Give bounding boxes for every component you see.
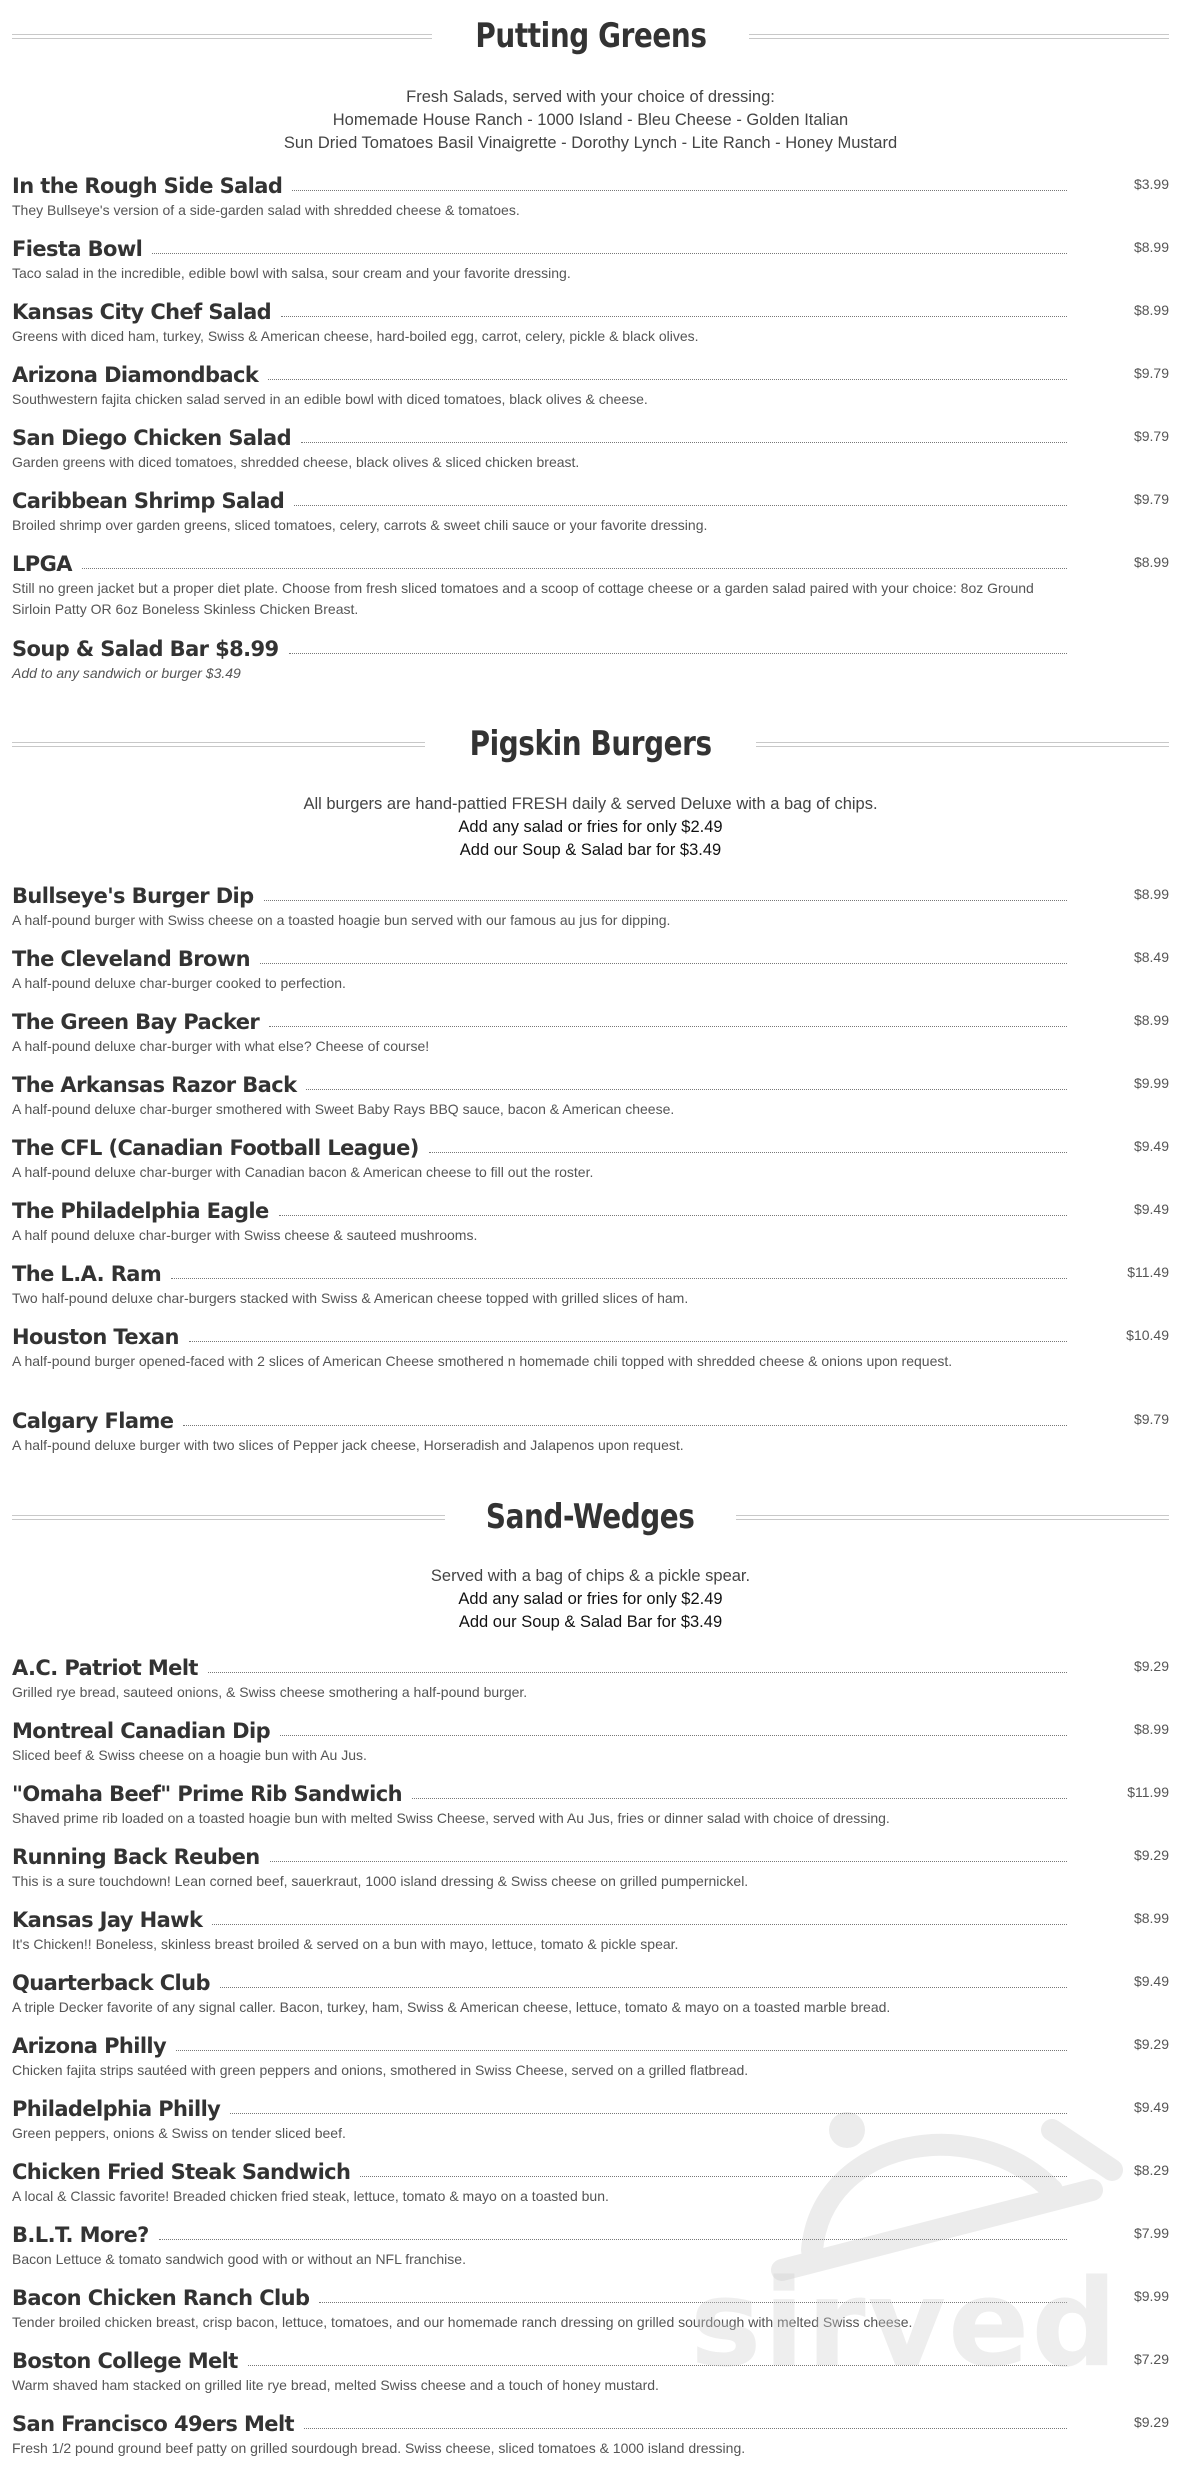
dotted-leader <box>306 1089 1067 1090</box>
intro-line: Fresh Salads, served with your choice of dressing: <box>406 88 775 106</box>
menu-item <box>12 1715 1169 1766</box>
item-price: $8.99 <box>1133 886 1169 902</box>
item-price: $11.99 <box>1127 1784 1169 1800</box>
item-name: Caribbean Shrimp Salad <box>12 489 285 513</box>
dotted-leader <box>429 1152 1067 1153</box>
header-rule-right <box>756 742 1169 747</box>
item-name: Arizona Diamondback <box>12 363 259 387</box>
menu-item <box>12 1069 1169 1120</box>
item-price: $10.49 <box>1126 1327 1169 1343</box>
item-name: "Omaha Beef" Prime Rib Sandwich <box>12 1782 402 1806</box>
menu-item <box>12 1195 1169 1246</box>
intro-line: Served with a bag of chips & a pickle spear. <box>430 1567 751 1585</box>
item-name: The CFL (Canadian Football League) <box>12 1136 419 1160</box>
menu-item <box>12 233 1169 284</box>
item-price: $9.79 <box>1133 428 1169 444</box>
intro-line: Sun Dried Tomatoes Basil Vinaigrette - Dorothy Lynch - Lite Ranch - Honey Mustard <box>283 134 898 152</box>
item-description: Add to any sandwich or burger $3.49 <box>12 665 241 681</box>
item-description: A local & Classic favorite! Breaded chicken fried steak, lettuce, tomato & mayo on a toasted bun. <box>12 2188 609 2204</box>
item-price: $8.99 <box>1133 554 1169 570</box>
header-rule-left <box>12 742 425 747</box>
item-price: $11.49 <box>1127 1264 1169 1280</box>
header-rule-right <box>736 1515 1169 1520</box>
section-title: Pigskin Burgers <box>469 724 712 764</box>
dotted-leader <box>304 2428 1067 2429</box>
dotted-leader <box>82 568 1067 569</box>
item-price: $8.99 <box>1133 239 1169 255</box>
item-description: Green peppers, onions & Swiss on tender sliced beef. <box>12 2125 346 2141</box>
item-description: A half-pound deluxe char-burger with what else? Cheese of course! <box>12 1038 430 1054</box>
item-description: A half-pound burger opened-faced with 2 slices of American Cheese smothered n homemade chili topped with shredded cheese & onions upon request. <box>12 1353 953 1369</box>
section-header-putting-greens <box>12 6 1169 66</box>
menu-item <box>12 170 1169 221</box>
intro-line: Homemade House Ranch - 1000 Island - Bleu Cheese - Golden Italian <box>332 111 849 129</box>
dotted-leader <box>292 190 1067 191</box>
item-name: Montreal Canadian Dip <box>12 1719 271 1743</box>
item-name: Fiesta Bowl <box>12 237 143 261</box>
dotted-leader <box>280 1735 1067 1736</box>
header-rule-left <box>12 34 432 39</box>
item-price: $9.29 <box>1133 2036 1169 2052</box>
item-price: $8.29 <box>1133 2162 1169 2178</box>
menu-item <box>12 485 1169 536</box>
item-description: A half-pound burger with Swiss cheese on a toasted hoagie bun served with our famous au jus for dipping. <box>12 912 671 928</box>
item-name: Running Back Reuben <box>12 1845 260 1869</box>
item-price: $9.99 <box>1133 1075 1169 1091</box>
dotted-leader <box>208 1672 1067 1673</box>
menu-item <box>12 422 1169 473</box>
item-price: $9.49 <box>1133 1138 1169 1154</box>
item-name: The Cleveland Brown <box>12 947 251 971</box>
section-intro <box>12 793 1169 862</box>
item-price: $9.49 <box>1133 1973 1169 1989</box>
item-description: Shaved prime rib loaded on a toasted hoagie bun with melted Swiss Cheese, served with Au Jus, fries or dinner salad with choice of dressing. <box>12 1810 890 1826</box>
item-description: They Bullseye's version of a side-garden salad with shredded cheese & tomatoes. <box>12 202 520 218</box>
dotted-leader <box>183 1425 1067 1426</box>
item-description: A half-pound deluxe char-burger with Canadian bacon & American cheese to fill out the roster. <box>12 1164 594 1180</box>
item-price: $8.99 <box>1133 1012 1169 1028</box>
item-description: Chicken fajita strips sautéed with green peppers and onions, smothered in Swiss Cheese, served on a grilled flatbread. <box>12 2062 749 2078</box>
dotted-leader <box>268 379 1067 380</box>
item-description: Grilled rye bread, sauteed onions, & Swiss cheese smothering a half-pound burger. <box>12 1684 528 1700</box>
dotted-leader <box>269 1026 1067 1027</box>
menu-item <box>12 296 1169 347</box>
item-price: $9.79 <box>1133 1411 1169 1427</box>
dotted-leader <box>260 963 1067 964</box>
item-price: $7.29 <box>1133 2351 1169 2367</box>
item-name: San Diego Chicken Salad <box>12 426 292 450</box>
item-price: $9.79 <box>1133 365 1169 381</box>
item-price: $7.99 <box>1133 2225 1169 2241</box>
section-title: Putting Greens <box>474 16 707 56</box>
dotted-leader <box>281 316 1067 317</box>
item-name: B.L.T. More? <box>12 2223 149 2247</box>
dotted-leader <box>212 1924 1067 1925</box>
item-name: The Arkansas Razor Back <box>12 1073 297 1097</box>
menu-item <box>12 1258 1169 1309</box>
item-name: San Francisco 49ers Melt <box>12 2412 294 2436</box>
dotted-leader <box>289 653 1067 654</box>
item-name: Quarterback Club <box>12 1971 210 1995</box>
menu-item <box>12 1652 1169 1703</box>
item-name: The Philadelphia Eagle <box>12 1199 269 1223</box>
menu-item <box>12 1904 1169 1955</box>
watermark-text: sirved <box>690 2255 1120 2394</box>
section-title: Sand-Wedges <box>486 1497 695 1537</box>
item-description: Tender broiled chicken breast, crisp bacon, lettuce, tomatoes, and our homemade ranch dressing on grilled sourdough with melted Swiss cheese. <box>12 2314 913 2330</box>
item-description: Sliced beef & Swiss cheese on a hoagie bun with Au Jus. <box>12 1747 367 1763</box>
intro-line: Add our Soup & Salad bar for $3.49 <box>459 841 722 859</box>
item-name: Bacon Chicken Ranch Club <box>12 2286 310 2310</box>
item-name: LPGA <box>12 552 72 576</box>
menu-item <box>12 1132 1169 1183</box>
dotted-leader <box>152 253 1067 254</box>
intro-line: All burgers are hand-pattied FRESH daily & served Deluxe with a bag of chips. <box>303 795 878 813</box>
item-name: The Green Bay Packer <box>12 1010 260 1034</box>
menu-item <box>12 633 1169 684</box>
dotted-leader <box>189 1341 1067 1342</box>
item-description: A half-pound deluxe char-burger smothered with Sweet Baby Rays BBQ sauce, bacon & American cheese. <box>12 1101 675 1117</box>
item-name: Calgary Flame <box>12 1409 174 1433</box>
intro-line: Add our Soup & Salad Bar for $3.49 <box>458 1613 723 1631</box>
item-price: $8.99 <box>1133 1910 1169 1926</box>
menu-item <box>12 1778 1169 1829</box>
dotted-leader <box>301 442 1067 443</box>
menu-item <box>12 359 1169 410</box>
item-name: In the Rough Side Salad <box>12 174 283 198</box>
dotted-leader <box>171 1278 1067 1279</box>
menu-item <box>12 1405 1169 1456</box>
item-price: $9.29 <box>1133 2414 1169 2430</box>
item-description: Warm shaved ham stacked on grilled lite rye bread, melted Swiss cheese and a touch of honey mustard. <box>12 2377 659 2393</box>
item-price: $9.29 <box>1133 1658 1169 1674</box>
section-header-sand-wedges <box>12 1487 1169 1547</box>
item-description: Garden greens with diced tomatoes, shredded cheese, black olives & sliced chicken breast. <box>12 454 580 470</box>
item-price: $9.29 <box>1133 1847 1169 1863</box>
dotted-leader <box>270 1861 1067 1862</box>
item-description: This is a sure touchdown! Lean corned beef, sauerkraut, 1000 island dressing & Swiss cheese on grilled pumpernickel. <box>12 1873 749 1889</box>
item-description: Greens with diced ham, turkey, Swiss & American cheese, hard-boiled egg, carrot, celery, pickle & black olives. <box>12 328 699 344</box>
menu-item <box>12 943 1169 994</box>
dotted-leader <box>294 505 1067 506</box>
item-description: Still no green jacket but a proper diet plate. Choose from fresh sliced tomatoes and a scoop of cottage cheese or a garden salad paired with your choice: 8oz Ground Sirloin Patty OR 6oz Boneless Skinless Chicken Breast. <box>12 580 1034 617</box>
item-name: The L.A. Ram <box>12 1262 162 1286</box>
item-price: $9.49 <box>1133 1201 1169 1217</box>
header-rule-right <box>749 34 1169 39</box>
item-name: Bullseye's Burger Dip <box>12 884 254 908</box>
item-price: $9.49 <box>1133 2099 1169 2115</box>
menu-item <box>12 1841 1169 1892</box>
item-name: A.C. Patriot Melt <box>12 1656 198 1680</box>
item-description: Two half-pound deluxe char-burgers stacked with Swiss & American cheese topped with grilled slices of ham. <box>12 1290 689 1306</box>
item-price: $8.49 <box>1133 949 1169 965</box>
item-name: Houston Texan <box>12 1325 179 1349</box>
item-name: Soup & Salad Bar $8.99 <box>12 637 279 661</box>
item-description: A triple Decker favorite of any signal caller. Bacon, turkey, ham, Swiss & American cheese, lettuce, tomato & mayo on a toasted marble bread. <box>12 1999 891 2015</box>
item-name: Kansas City Chef Salad <box>12 300 272 324</box>
dotted-leader <box>279 1215 1067 1216</box>
item-price: $8.99 <box>1133 1721 1169 1737</box>
section-header-pigskin-burgers <box>12 714 1169 774</box>
item-price: $8.99 <box>1133 302 1169 318</box>
item-price: $9.79 <box>1133 491 1169 507</box>
item-description: A half-pound deluxe char-burger cooked to perfection. <box>12 975 346 991</box>
header-rule-left <box>12 1515 445 1520</box>
section-intro <box>12 86 1169 155</box>
item-name: Boston College Melt <box>12 2349 238 2373</box>
menu-item <box>12 880 1169 931</box>
item-description: Taco salad in the incredible, edible bowl with salsa, sour cream and your favorite dressing. <box>12 265 571 281</box>
item-name: Arizona Philly <box>12 2034 167 2058</box>
item-description: Broiled shrimp over garden greens, sliced tomatoes, celery, carrots & sweet chili sauce or your favorite dressing. <box>12 517 708 533</box>
item-description: A half pound deluxe char-burger with Swiss cheese & sauteed mushrooms. <box>12 1227 478 1243</box>
item-price: $3.99 <box>1133 176 1169 192</box>
menu-item <box>12 1321 1169 1372</box>
dotted-leader <box>412 1798 1067 1799</box>
section-intro <box>12 1565 1169 1634</box>
item-description: It's Chicken!! Boneless, skinless breast broiled & served on a bun with mayo, lettuce, tomato & pickle spear. <box>12 1936 679 1952</box>
menu-item <box>12 1967 1169 2018</box>
intro-line: Add any salad or fries for only $2.49 <box>458 818 723 836</box>
item-description: A half-pound deluxe burger with two slices of Pepper jack cheese, Horseradish and Jalapenos upon request. <box>12 1437 684 1453</box>
item-description: Bacon Lettuce & tomato sandwich good with or without an NFL franchise. <box>12 2251 466 2267</box>
item-name: Kansas Jay Hawk <box>12 1908 203 1932</box>
dotted-leader <box>220 1987 1067 1988</box>
item-description: Southwestern fajita chicken salad served in an edible bowl with diced tomatoes, black olives & cheese. <box>12 391 648 407</box>
menu-item <box>12 548 1169 620</box>
item-name: Philadelphia Philly <box>12 2097 221 2121</box>
dotted-leader <box>264 900 1067 901</box>
intro-line: Add any salad or fries for only $2.49 <box>458 1590 723 1608</box>
item-name: Chicken Fried Steak Sandwich <box>12 2160 351 2184</box>
item-description: Fresh 1/2 pound ground beef patty on grilled sourdough bread. Swiss cheese, sliced tomatoes & 1000 island dressing. <box>12 2440 746 2456</box>
menu-item <box>12 1006 1169 1057</box>
item-price: $9.99 <box>1133 2288 1169 2304</box>
